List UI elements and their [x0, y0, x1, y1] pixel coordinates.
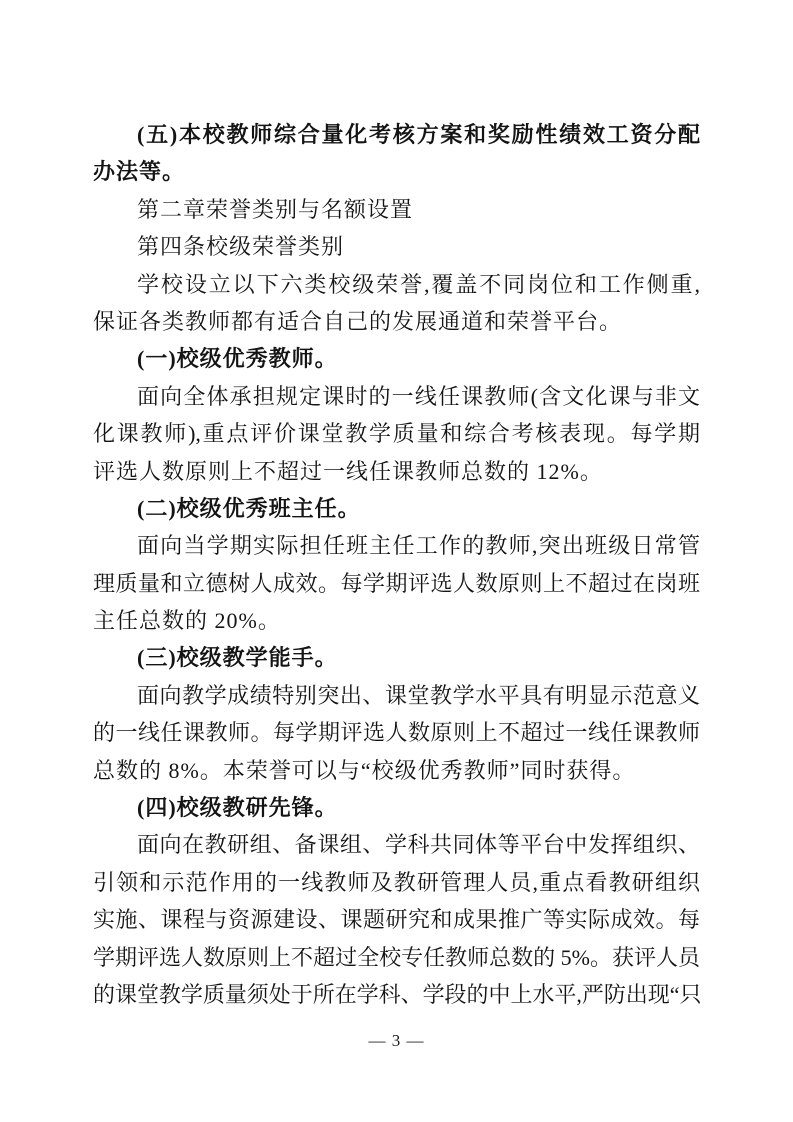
honor-4-desc-line2: 引领和示范作用的一线教师及教研管理人员,重点看教研组织: [93, 869, 700, 895]
honor-3-desc-line1: 面向教学成绩特别突出、课堂教学水平具有明显示范意义: [137, 682, 700, 708]
honor-1-desc-line1: 面向全体承担规定课时的一线任课教师(含文化课与非文: [137, 383, 700, 409]
honor-2-desc-line1: 面向当学期实际担任班主任工作的教师,突出班级日常管: [137, 533, 700, 559]
page-number: — 3 —: [368, 1031, 425, 1050]
honor-4-desc-line5: 的课堂教学质量须处于所在学科、学段的中上水平,严防出现“只: [93, 981, 700, 1007]
honor-4-title: (四)校级教研先锋。: [137, 795, 338, 821]
honor-2-desc-line3: 主任总数的 20%。: [93, 608, 281, 634]
honor-2-title: (二)校级优秀班主任。: [137, 495, 361, 521]
honor-3-desc-line2: 的一线任课教师。每学期评选人数原则上不超过一线任课教师: [93, 720, 700, 746]
honor-3-title: (三)校级教学能手。: [137, 645, 338, 671]
document-body: [93, 116, 700, 1013]
honor-1-title: (一)校级优秀教师。: [137, 346, 338, 372]
item-five-heading-line1: (五)本校教师综合量化考核方案和奖励性绩效工资分配: [137, 122, 700, 147]
honor-2-desc-line2: 理质量和立德树人成效。每学期评选人数原则上不超过在岗班: [93, 570, 700, 596]
item-five-heading-line2: 办法等。: [93, 159, 186, 185]
intro-paragraph-line1: 学校设立以下六类校级荣誉,覆盖不同岗位和工作侧重,: [137, 271, 700, 297]
honor-3-desc-line3: 总数的 8%。本荣誉可以与“校级优秀教师”同时获得。: [93, 757, 636, 783]
intro-paragraph-line2: 保证各类教师都有适合自己的发展通道和荣誉平台。: [93, 308, 623, 334]
honor-4-desc-line4: 学期评选人数原则上不超过全校专任教师总数的 5%。获评人员: [93, 944, 701, 970]
honor-1-desc-line2: 化课教师),重点评价课堂教学质量和综合考核表现。每学期: [93, 421, 700, 447]
honor-4-desc-line1: 面向在教研组、备课组、学科共同体等平台中发挥组织、: [137, 832, 700, 858]
article-4-title: 第四条校级荣誉类别: [137, 234, 345, 260]
honor-4-desc-line3: 实施、课程与资源建设、课题研究和成果推广等实际成效。每: [93, 907, 700, 933]
honor-1-desc-line3: 评选人数原则上不超过一线任课教师总数的 12%。: [93, 458, 603, 484]
chapter-2-title: 第二章荣誉类别与名额设置: [137, 196, 414, 222]
